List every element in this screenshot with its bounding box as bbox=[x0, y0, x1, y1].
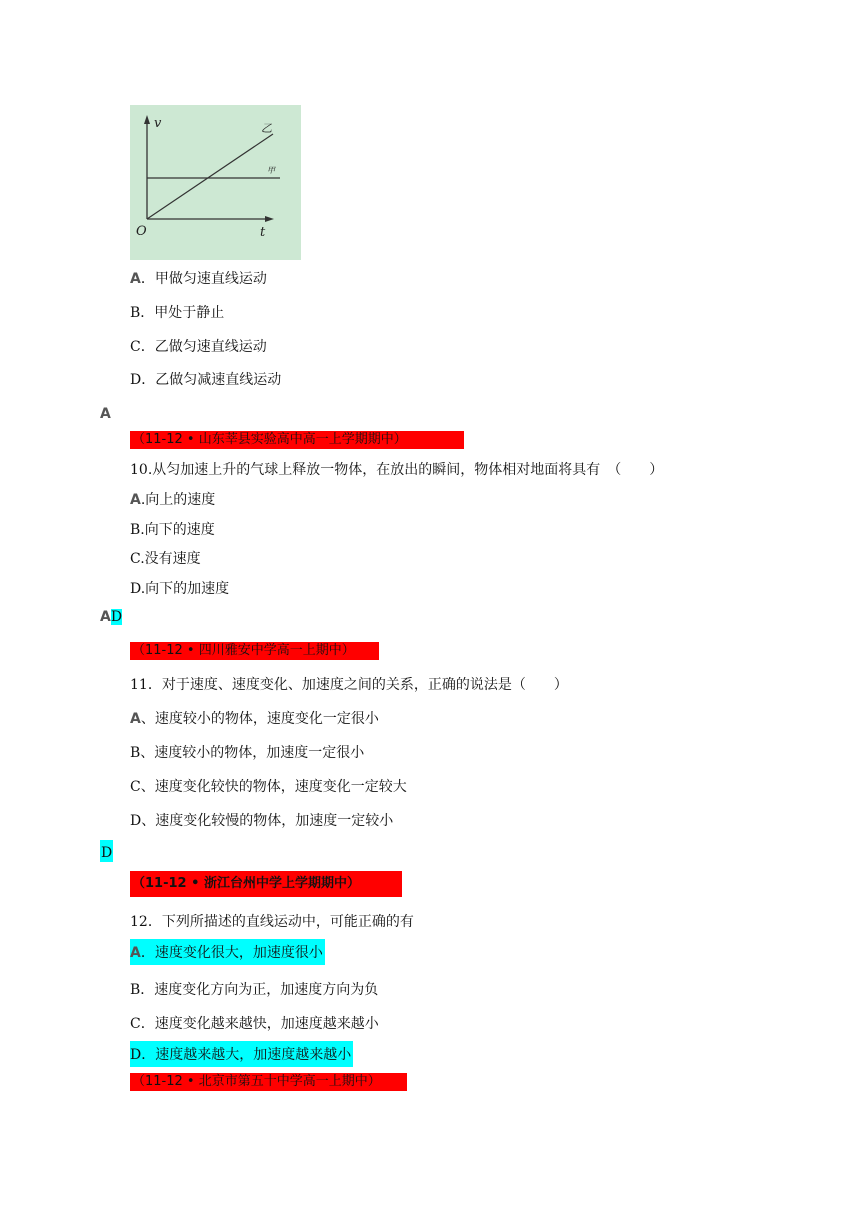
y-axis-arrow bbox=[144, 115, 150, 124]
option-letter: B bbox=[130, 522, 141, 538]
option-letter: B bbox=[130, 305, 141, 321]
q11-option-c bbox=[130, 778, 407, 796]
q13-source-tag: （11-12 • 北京市第五十中学高一上期中） bbox=[130, 1073, 407, 1091]
q11-option-d bbox=[130, 812, 393, 830]
option-text: ．速度越来越大，加速度越来越小 bbox=[141, 1047, 352, 1063]
q12-option-d bbox=[130, 1041, 353, 1067]
q10-option-d bbox=[130, 580, 229, 598]
option-letter: C bbox=[130, 339, 141, 355]
option-text: .向下的加速度 bbox=[140, 581, 230, 597]
option-letter: A bbox=[130, 492, 141, 508]
q12-option-a bbox=[130, 939, 325, 965]
option-letter: D bbox=[130, 372, 142, 388]
option-letter: C bbox=[130, 779, 141, 795]
option-text: 、速度较小的物体，速度变化一定很小 bbox=[140, 711, 379, 727]
q12-option-b bbox=[130, 981, 378, 999]
q10-source-tag: （11-12 • 山东莘县实验高中高一上学期期中） bbox=[130, 431, 464, 449]
option-letter: A bbox=[130, 945, 141, 961]
option-text: ．甲处于静止 bbox=[140, 305, 225, 321]
q12-source-tag: （11-12 • 浙江台州中学上学期期中） bbox=[130, 871, 402, 897]
option-text: ．乙做匀减速直线运动 bbox=[141, 372, 282, 388]
x-axis-label: t bbox=[260, 225, 266, 240]
q10-answer: AD bbox=[100, 609, 123, 625]
option-letter: B bbox=[130, 745, 141, 761]
option-text: 、速度较小的物体，加速度一定很小 bbox=[140, 745, 365, 761]
option-text: ．速度变化很大，加速度很小 bbox=[140, 945, 323, 961]
option-text: .向上的速度 bbox=[140, 492, 216, 508]
q12-stem: 12．下列所描述的直线运动中，可能正确的有 bbox=[130, 914, 414, 930]
q9-option-b bbox=[130, 304, 224, 322]
q10-option-c bbox=[130, 550, 201, 568]
option-letter: C bbox=[130, 551, 141, 567]
q10-option-b bbox=[130, 521, 215, 539]
q9-option-c bbox=[130, 338, 267, 356]
option-letter: D bbox=[130, 581, 141, 597]
option-letter: C bbox=[130, 1016, 141, 1032]
option-letter: B bbox=[130, 982, 141, 998]
velocity-time-graph bbox=[130, 105, 301, 260]
x-axis-arrow bbox=[265, 216, 274, 222]
q10-option-a bbox=[130, 491, 215, 509]
origin-label: O bbox=[136, 224, 147, 239]
option-text: .没有速度 bbox=[140, 551, 201, 567]
line-yi-label: 乙 bbox=[261, 122, 272, 135]
q11-answer: D bbox=[100, 840, 113, 862]
q9-answer: A bbox=[100, 406, 111, 422]
option-letter: A bbox=[130, 271, 141, 287]
option-text: 、速度变化较快的物体，速度变化一定较大 bbox=[140, 779, 407, 795]
option-letter: D bbox=[130, 813, 142, 829]
line-jia-label: 甲 bbox=[267, 166, 275, 175]
q9-option-d bbox=[130, 371, 281, 389]
q9-option-a bbox=[130, 270, 267, 288]
q11-source-tag: （11-12 • 四川雅安中学高一上期中） bbox=[130, 642, 379, 660]
option-text: ．速度变化方向为正，加速度方向为负 bbox=[140, 982, 379, 998]
option-text: .向下的速度 bbox=[140, 522, 215, 538]
y-axis-label: v bbox=[154, 116, 162, 131]
q11-option-b bbox=[130, 744, 364, 762]
option-letter: D bbox=[130, 1047, 142, 1063]
option-text: 、速度变化较慢的物体，加速度一定较小 bbox=[141, 813, 394, 829]
q11-stem: 11．对于速度、速度变化、加速度之间的关系，正确的说法是（ ） bbox=[130, 677, 568, 693]
graph-svg bbox=[130, 105, 301, 260]
option-text: ．乙做匀速直线运动 bbox=[140, 339, 267, 355]
q12-option-c bbox=[130, 1015, 379, 1033]
line-yi bbox=[147, 134, 273, 219]
option-text: ．速度变化越来越快，加速度越来越小 bbox=[140, 1016, 379, 1032]
option-letter: A bbox=[130, 711, 141, 727]
q10-stem: 10.从匀加速上升的气球上释放一物体，在放出的瞬间，物体相对地面将具有 （ ） bbox=[130, 462, 664, 478]
q11-option-a bbox=[130, 710, 379, 728]
option-text: ．甲做匀速直线运动 bbox=[140, 271, 267, 287]
